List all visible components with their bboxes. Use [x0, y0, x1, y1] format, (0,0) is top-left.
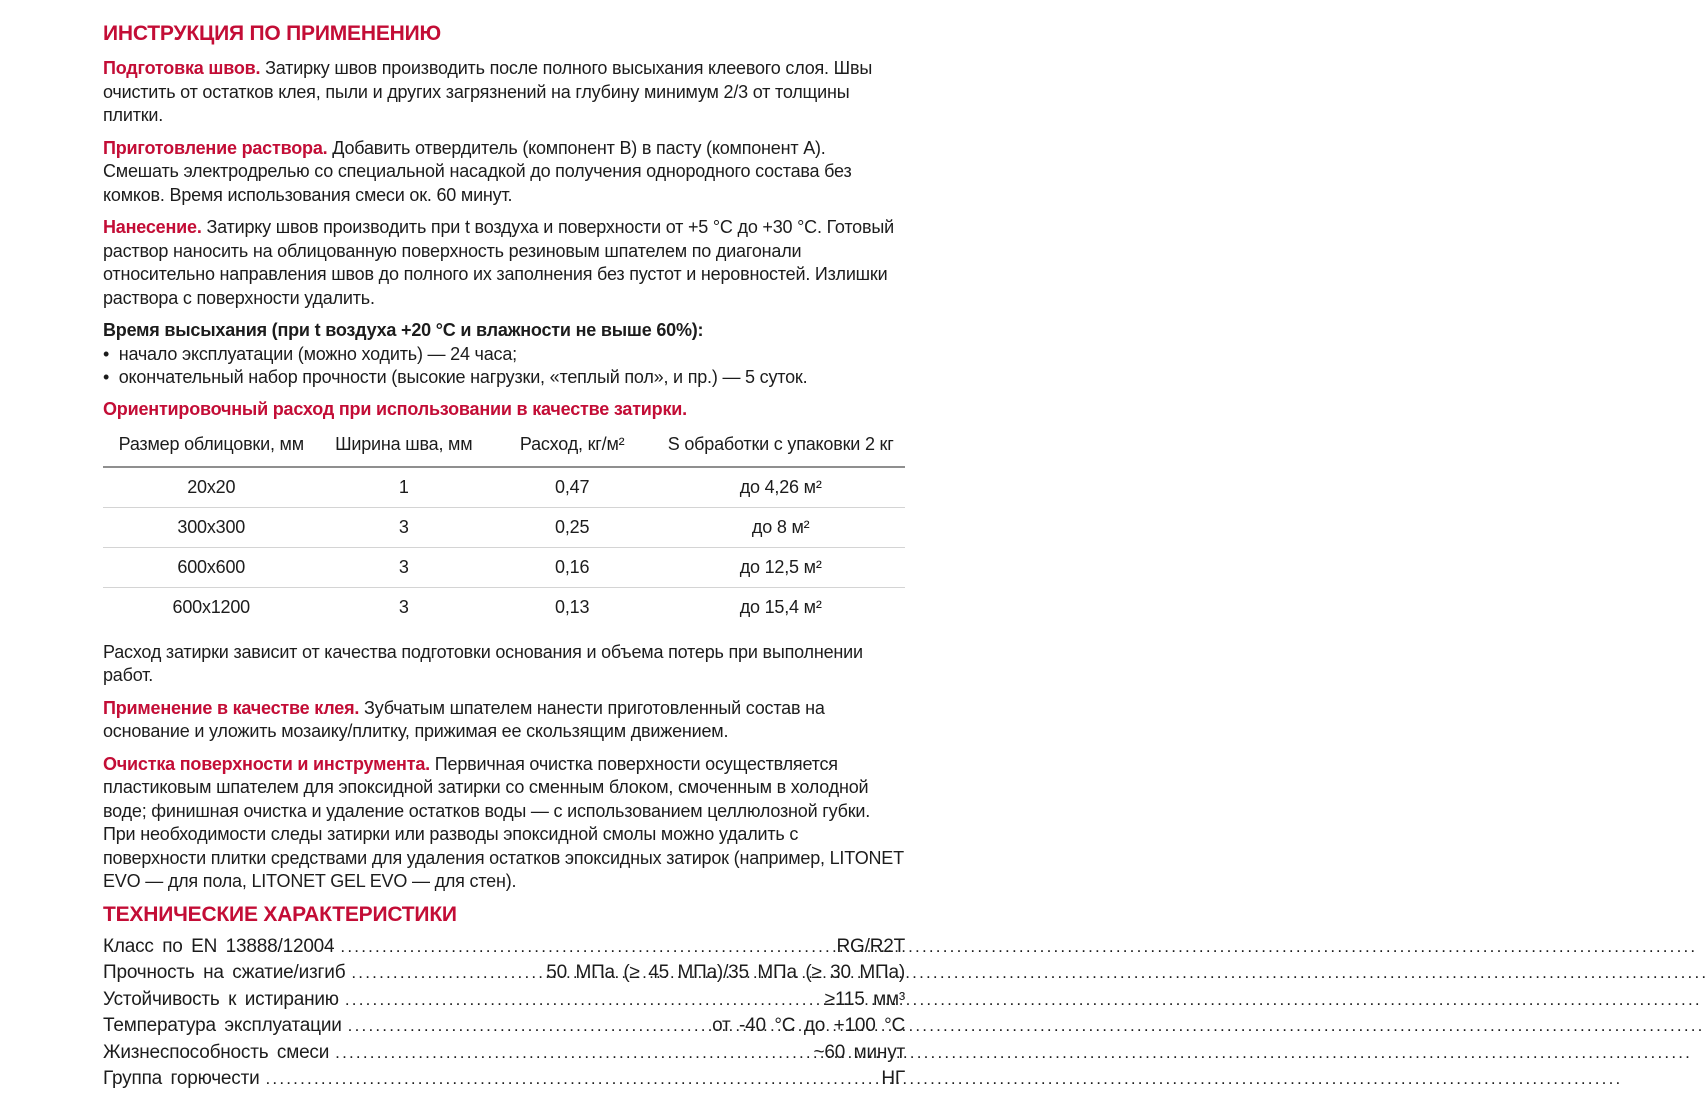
paragraph-lead-label: Приготовление раствора.	[103, 137, 328, 158]
table-header-cell: Ширина шва, мм	[320, 425, 488, 467]
consumption-note: Расход затирки зависит от качества подготовки основания и объема потерь при выполнении работ.	[103, 641, 863, 685]
paragraph-adhesive-use	[103, 697, 905, 744]
spec-value: от -40 °C до +100 °C	[712, 1015, 905, 1036]
paragraph-application	[103, 216, 905, 310]
table-cell: 0,13	[555, 596, 590, 617]
table-header-row	[103, 425, 905, 467]
table-cell: 0,25	[488, 507, 656, 547]
table-cell: 20x20	[103, 467, 320, 508]
leader-dots	[348, 1013, 706, 1040]
spec-label: Группа горючести	[103, 1068, 260, 1089]
paragraph-body-text: Затирку швов производить после полного высыхания клеевого слоя. Швы очистить от остатков клея, пыли и других загрязнений на глубину минимум 2/3 от толщины плитки.	[103, 58, 873, 125]
table-cell: 1	[320, 467, 488, 508]
paragraph-body-text: Первичная очистка поверхности осуществляется пластиковым шпателем для эпоксидной затирки со сменным блоком, смоченным в холодной воде; финишная очистка и удаление остатков воды — с использованием целлюлозной губки. При необходимости следы затирки или разводы эпоксидной смолы можно удалить с поверхности плитки средствами для удаления остатков эпоксидных затирок (например, LITONET EVO — для пола, LITONET GEL EVO — для стен).	[103, 753, 904, 891]
spec-row	[103, 960, 905, 987]
paragraph-lead-label: Нанесение.	[103, 217, 202, 237]
spec-label: Температура эксплуатации	[103, 1015, 342, 1036]
table-cell: 3	[320, 507, 488, 547]
table-header-cell: Размер облицовки, мм	[103, 425, 320, 467]
leader-dots	[340, 934, 830, 961]
table-cell: 0,16	[488, 547, 656, 587]
leader-dots	[345, 987, 819, 1014]
drying-time-bullet-list	[103, 343, 905, 390]
page-title: ИНСТРУКЦИЯ ПО ПРИМЕНЕНИЮ	[103, 22, 441, 45]
specs-section-heading: ТЕХНИЧЕСКИЕ ХАРАКТЕРИСТИКИ	[103, 902, 457, 926]
leader-dots	[265, 1066, 875, 1093]
consumption-table	[103, 425, 905, 627]
consumption-section-heading: Ориентировочный расход при использовании в качестве затирки.	[103, 398, 687, 419]
spec-label: Жизнеспособность смеси	[103, 1041, 330, 1063]
table-cell: 3	[398, 596, 409, 617]
table-cell: до 15,4 м²	[739, 596, 822, 617]
bullet-item: • начало эксплуатации (можно ходить) — 24 часа;	[103, 343, 905, 367]
table-row	[103, 507, 905, 547]
spec-row	[103, 987, 905, 1014]
table-header-cell: S обработки с упаковки 2 кг	[656, 425, 905, 467]
drying-time-heading: Время высыхания (при t воздуха +20 °C и влажности не выше 60%):	[103, 320, 704, 340]
spec-row	[103, 1066, 905, 1093]
spec-row	[103, 934, 905, 961]
table-row	[103, 467, 905, 508]
table-cell: 0,47	[488, 467, 656, 508]
paragraph-lead-label: Применение в качестве клея.	[103, 697, 360, 718]
table-cell: до 4,26 м²	[656, 467, 905, 508]
table-cell: 600x600	[103, 547, 320, 587]
paragraph-body-text: Добавить отвердитель (компонент B) в пасту (компонент A). Смешать электродрелью со специальной насадкой до получения однородного состава без комков. Время использования смеси ок. 60 минут.	[103, 137, 852, 205]
paragraph-lead-label: Очистка поверхности и инструмента.	[103, 753, 430, 774]
spec-value: ~60 минут	[813, 1041, 905, 1063]
spec-row	[103, 1013, 905, 1040]
paragraph-body-text: Зубчатым шпателем нанести приготовленный состав на основание и уложить мозаику/плитку, прижимая ее скользящим движением.	[103, 697, 825, 741]
table-cell: до 12,5 м²	[656, 547, 905, 587]
spec-value: RG/R2T	[836, 935, 905, 957]
table-cell: 3	[320, 547, 488, 587]
spec-label: Прочность на сжатие/изгиб	[103, 962, 346, 983]
spec-value: 50 МПа (≥ 45 МПа)/35 МПа (≥ 30 МПа)	[546, 962, 905, 983]
bullet-item: • окончательный набор прочности (высокие нагрузки, «теплый пол», и пр.) — 5 суток.	[103, 366, 905, 390]
spec-label: Класс по EN 13888/12004	[103, 935, 335, 957]
table-cell: 600x1200	[172, 596, 250, 617]
table-row	[103, 587, 905, 627]
paragraph-lead-label: Подготовка швов.	[103, 58, 261, 78]
paragraph-cleaning	[103, 753, 905, 894]
table-row	[103, 547, 905, 587]
paragraph-body-text: Затирку швов производить при t воздуха и поверхности от +5 °C до +30 °C. Готовый раствор наносить на облицованную поверхность резиновым шпателем по диагонали относительно направления швов до полного их заполнения без пустот и неровностей. Излишки раствора с поверхности удалить.	[103, 217, 894, 308]
table-cell: до 8 м²	[656, 507, 905, 547]
leader-dots	[335, 1040, 807, 1067]
paragraph-joint-preparation	[103, 57, 905, 128]
table-cell: 300x300	[103, 507, 320, 547]
paragraph-mix-preparation	[103, 137, 905, 208]
spec-value: ≥115 мм³	[824, 988, 905, 1010]
table-header-cell: Расход, кг/м²	[488, 425, 656, 467]
leader-dots	[351, 960, 540, 987]
specs-list	[103, 934, 905, 1093]
spec-row	[103, 1040, 905, 1067]
spec-label: Устойчивость к истиранию	[103, 988, 339, 1010]
spec-value: НГ	[881, 1068, 905, 1089]
